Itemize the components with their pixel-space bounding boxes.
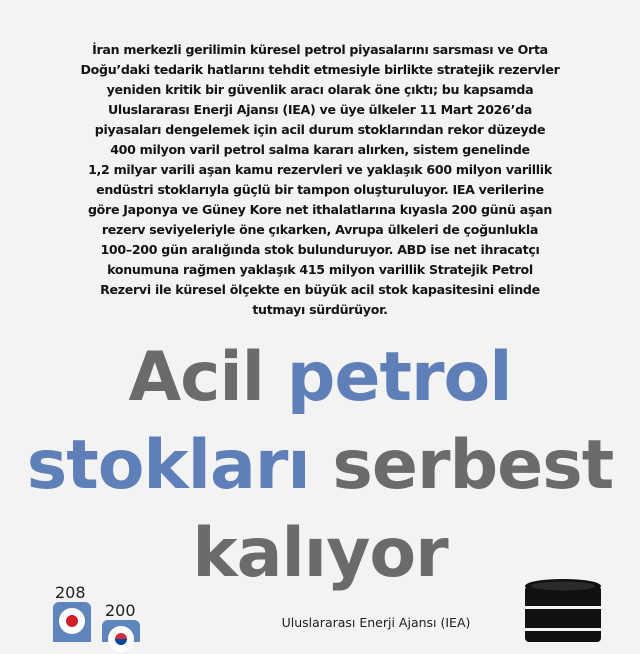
intro-paragraph xyxy=(28,40,612,320)
intro-line: 100–200 gün aralığında stok bulunduruyor. ABD ise net ihracatçı xyxy=(100,242,540,257)
headline-word: kalıyor xyxy=(192,514,448,593)
bar-south-korea xyxy=(102,620,140,642)
iea-note xyxy=(266,614,486,632)
headline-word-accent: petrol xyxy=(286,338,512,417)
intro-line: Uluslararası Enerji Ajansı (IEA) ve üye ülkeler 11 Mart 2026’da xyxy=(108,102,532,117)
bar-value-south-korea: 200 xyxy=(105,601,136,620)
intro-line: konumuna rağmen yaklaşık 415 milyon varillik Stratejik Petrol xyxy=(107,262,533,277)
intro-line: Doğu’daki tedarik hatlarını tehdit etmesiyle birlikte stratejik rezervler xyxy=(80,62,560,77)
intro-line: endüstri stoklarıyla güçlü bir tampon oluşturuluyor. IEA verilerine xyxy=(96,182,544,197)
intro-line: Rezervi ile küresel ölçekte en büyük acil stok kapasitesini elinde xyxy=(100,282,540,297)
intro-line: İran merkezli gerilimin küresel petrol piyasalarını sarsması ve Orta xyxy=(92,42,548,57)
intro-line: tutmayı sürdürüyor. xyxy=(252,302,388,317)
intro-line: 400 milyon varil petrol salma kararı alırken, sistem genelinde xyxy=(110,142,530,157)
bar-value-japan: 208 xyxy=(55,583,86,602)
iea-note-line: Uluslararası Enerji Ajansı (IEA) xyxy=(281,615,471,630)
bar-japan xyxy=(53,602,91,642)
headline-word-accent: stokları xyxy=(26,426,310,505)
intro-line: piyasaları dengelemek için acil durum stoklarından rekor düzeyde xyxy=(94,122,546,137)
japan-flag-icon xyxy=(57,606,87,636)
intro-line: göre Japonya ve Güney Kore net ithalatlarına kıyasla 200 günü aşan xyxy=(87,202,553,217)
headline xyxy=(0,334,640,598)
oil-barrel-icon xyxy=(523,578,603,642)
intro-line: rezerv seviyeleriyle öne çıkarken, Avrupa ülkeleri de çoğunlukla xyxy=(101,222,539,237)
headline-word: Acil xyxy=(128,338,264,417)
intro-line: 1,2 milyar varili aşan kamu rezervleri ve yaklaşık 600 milyon varillik xyxy=(88,162,552,177)
headline-word: serbest xyxy=(332,426,614,505)
intro-line: yeniden kritik bir güvenlik aracı olarak öne çıktı; bu kapsamda xyxy=(106,82,534,97)
south-korea-flag-icon xyxy=(106,624,136,654)
